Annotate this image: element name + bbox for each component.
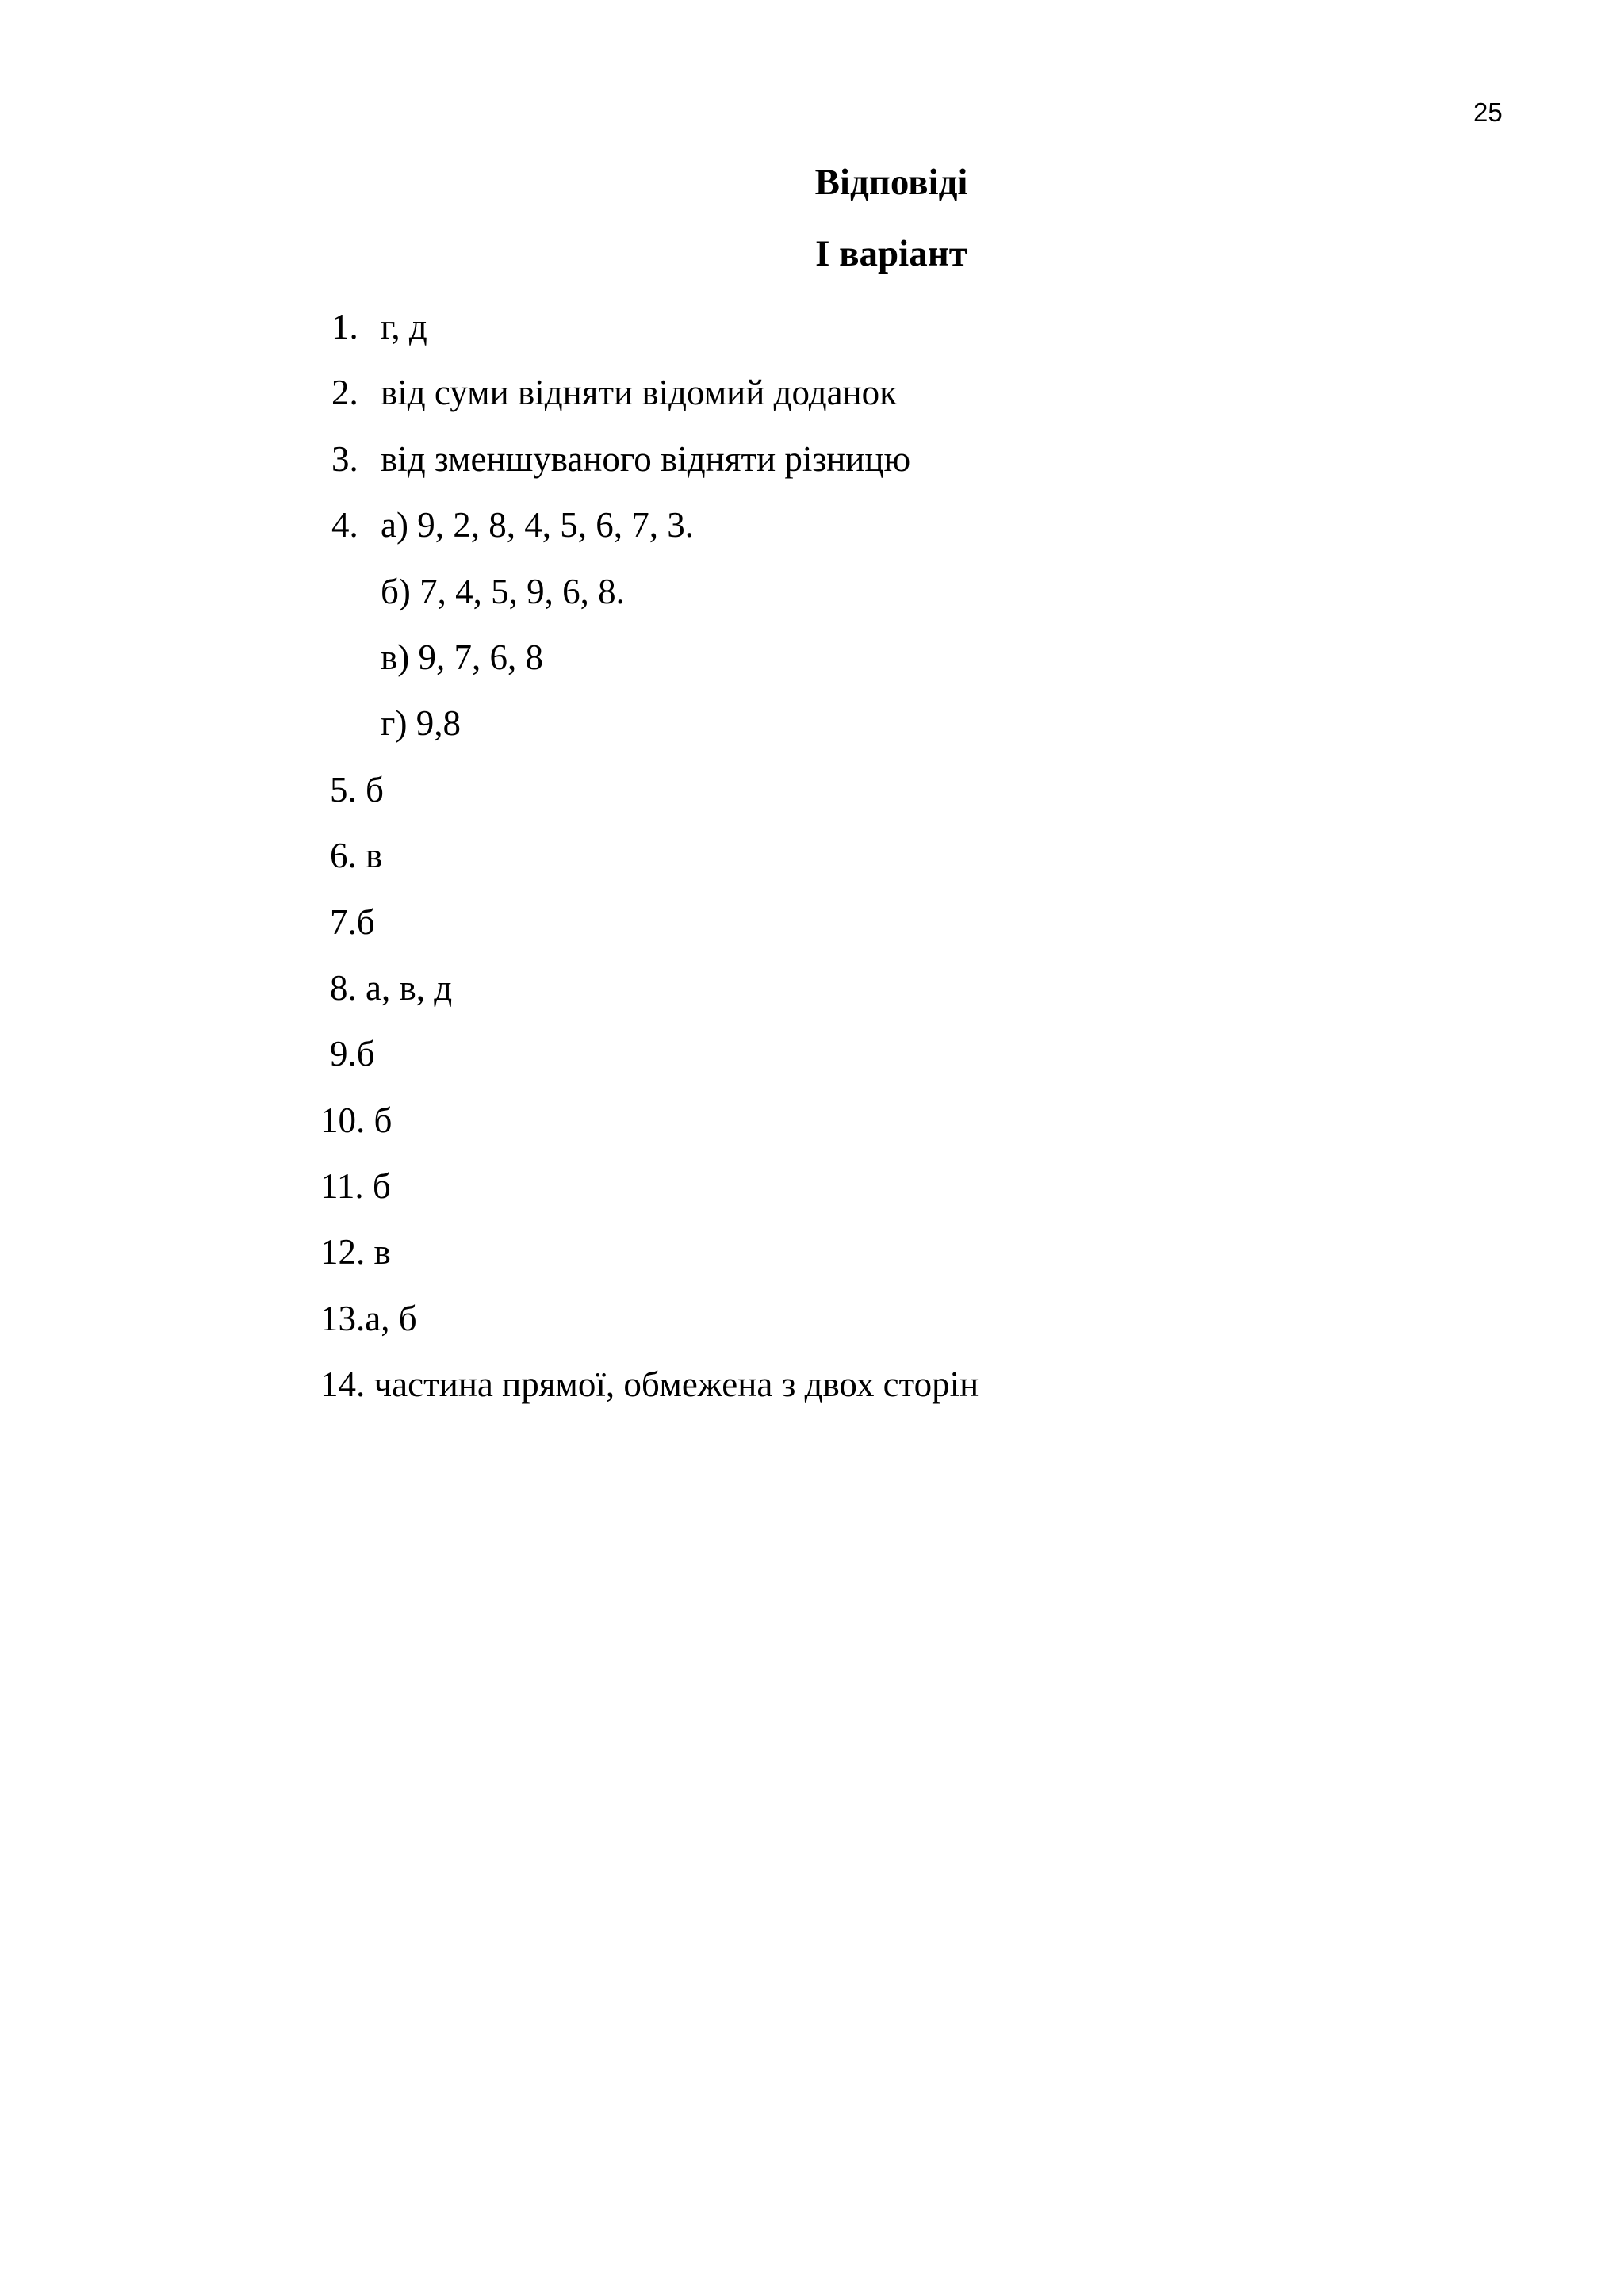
answer-text: від суми відняти відомий доданок	[381, 373, 898, 413]
answer-text: 10. б	[320, 1100, 393, 1140]
answer-text: 8. а, в, д	[330, 967, 453, 1008]
variant-title: І варіант	[815, 233, 967, 274]
answer-text: а) 9, 2, 8, 4, 5, 6, 7, 3.	[381, 505, 694, 545]
answer-text: в) 9, 7, 6, 8	[381, 637, 543, 677]
answer-text: 14. частина прямої, обмежена з двох сторін	[320, 1364, 979, 1405]
page-number: 25	[1473, 98, 1503, 127]
answer-text: від зменшуваного відняти різницю	[381, 438, 911, 479]
answer-number: 3.	[331, 438, 358, 479]
page-title: Відповіді	[814, 162, 968, 203]
answer-text: 9.б	[330, 1034, 375, 1074]
answer-number: 4.	[331, 505, 358, 545]
answer-text: г) 9,8	[381, 703, 461, 744]
answer-text: 12. в	[320, 1232, 391, 1272]
answer-text: 13.а, б	[320, 1298, 417, 1338]
answer-text: 5. б	[330, 769, 384, 809]
answer-text: 7.б	[330, 901, 375, 942]
answer-text: 6. в	[330, 836, 383, 876]
answer-number: 2.	[331, 373, 358, 413]
answer-text: г, д	[381, 307, 427, 346]
answer-number: 1.	[331, 307, 358, 346]
answer-text: 11. б	[320, 1166, 391, 1207]
answer-text: б) 7, 4, 5, 9, 6, 8.	[381, 571, 625, 611]
